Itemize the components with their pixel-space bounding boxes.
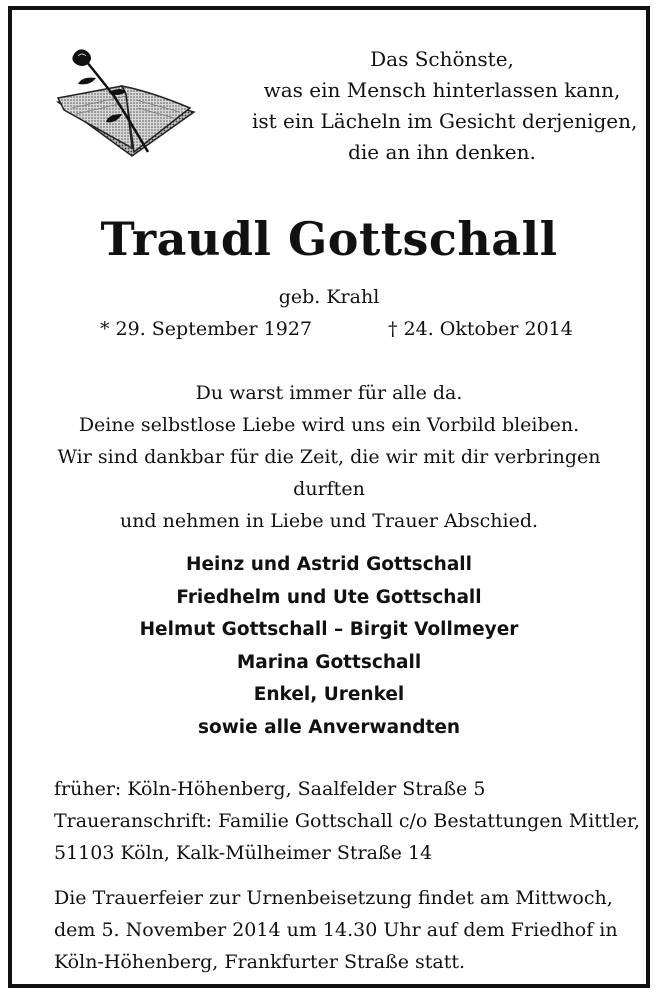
address-line: 51103 Köln, Kalk-Mülheimer Straße 14 xyxy=(54,842,433,864)
quote-line: ist ein Lächeln im Gesicht derjenigen, xyxy=(252,109,638,133)
quote-line: Das Schönste, xyxy=(370,47,514,71)
obituary-frame xyxy=(8,6,650,988)
memorial-quote xyxy=(252,44,638,168)
deceased-name: Traudl Gottschall xyxy=(100,212,558,266)
maiden-name: geb. Krahl xyxy=(278,286,380,308)
mourner-entry: Marina Gottschall xyxy=(236,651,422,673)
mourner-entry: Friedhelm und Ute Gottschall xyxy=(176,586,482,608)
message-line: durften xyxy=(293,478,365,500)
mourners-list xyxy=(12,549,646,744)
mourner-entry: Enkel, Urenkel xyxy=(253,684,405,705)
message-line: und nehmen in Liebe und Trauer Abschied. xyxy=(119,510,539,532)
address-line: Traueranschrift: Familie Gottschall c/o Bestattungen Mittler, xyxy=(54,810,640,832)
death-date: † 24. Oktober 2014 xyxy=(388,318,573,340)
book-with-rose-icon xyxy=(52,48,202,170)
mourner-entry: Helmut Gottschall – Birgit Vollmeyer xyxy=(139,619,519,640)
address-line: früher: Köln-Höhenberg, Saalfelder Straße 5 xyxy=(54,778,486,800)
mourner-entry: Heinz und Astrid Gottschall xyxy=(186,554,472,575)
quote-line: was ein Mensch hinterlassen kann, xyxy=(263,78,621,102)
ceremony-line: dem 5. November 2014 um 14.30 Uhr auf dem Friedhof in xyxy=(54,919,618,941)
quote-line: die an ihn denken. xyxy=(348,140,536,164)
message-line: Deine selbstlose Liebe wird uns ein Vorbild bleiben. xyxy=(78,414,580,436)
ceremony-line: Die Trauerfeier zur Urnenbeisetzung findet am Mittwoch, xyxy=(54,887,613,909)
ceremony-line: Köln-Höhenberg, Frankfurter Straße statt. xyxy=(54,951,466,973)
mourner-entry: sowie alle Anverwandten xyxy=(197,716,461,738)
message-line: Wir sind dankbar für die Zeit, die wir mit dir verbringen xyxy=(57,446,601,468)
message-line: Du warst immer für alle da. xyxy=(195,382,463,404)
farewell-message xyxy=(52,377,606,537)
birth-date: * 29. September 1927 xyxy=(100,318,312,340)
ceremony-notice xyxy=(54,882,622,978)
address-block xyxy=(54,773,640,869)
